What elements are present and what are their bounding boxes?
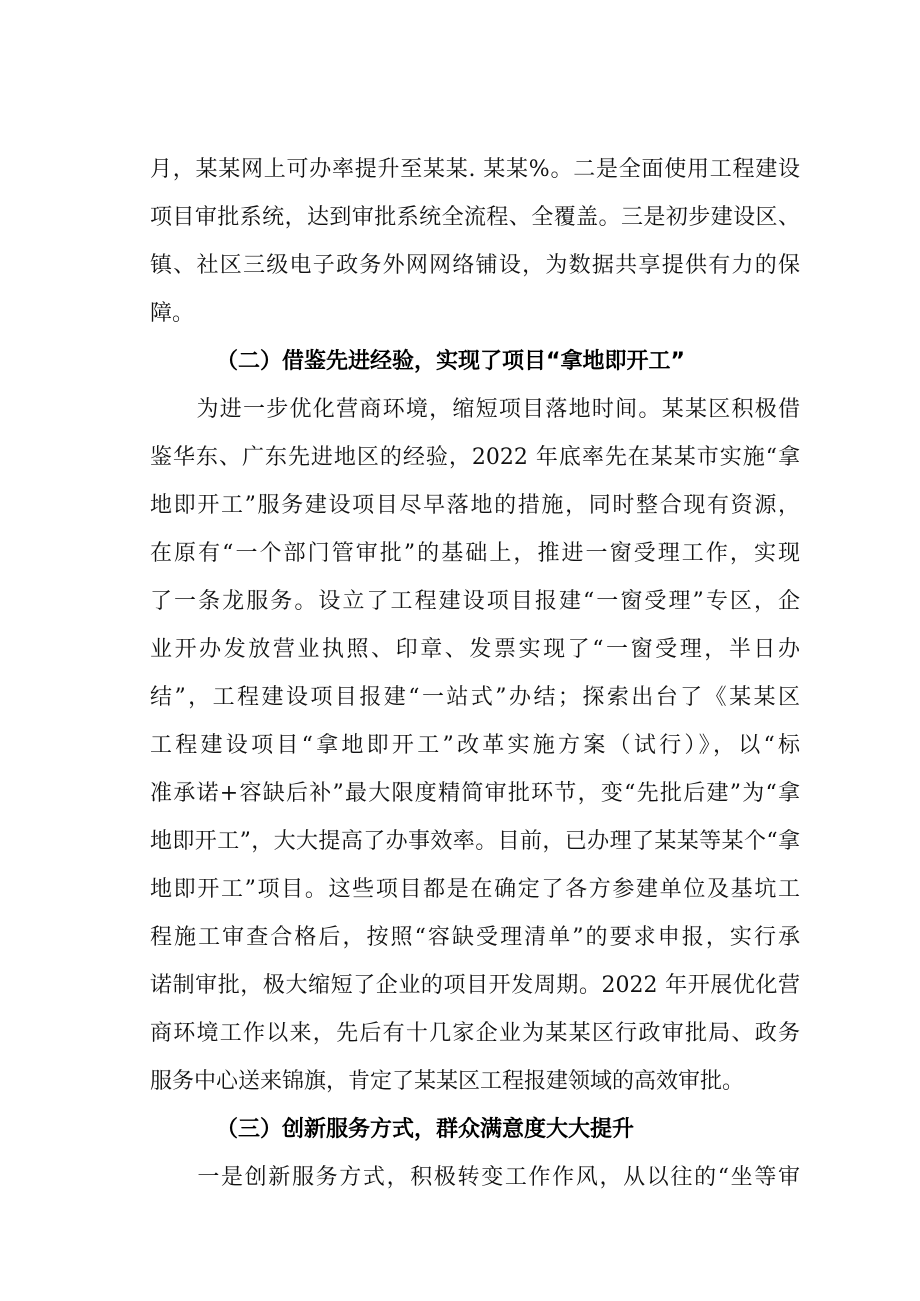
section-heading-3: （三）创新服务方式，群众满意度大大提升 xyxy=(216,1117,635,1142)
paragraph-line: 诺制审批，极大缩短了企业的项目开发周期。2022 年开展优化营 xyxy=(150,973,800,998)
paragraph-line: 鉴华东、广东先进地区的经验，2022 年底率先在某某市实施“拿 xyxy=(150,445,800,470)
paragraph-line: 障。 xyxy=(150,301,195,326)
paragraph-line: 地即开工”，大大提高了办事效率。目前，已办理了某某等某个“拿 xyxy=(150,829,800,854)
paragraph-line: 地即开工”项目。这些项目都是在确定了各方参建单位及基坑工 xyxy=(150,877,800,902)
paragraph-line: 一是创新服务方式，积极转变工作作风，从以往的“坐等审 xyxy=(150,1165,800,1190)
paragraph-line: 服务中心送来锦旗，肯定了某某区工程报建领域的高效审批。 xyxy=(150,1069,745,1094)
paragraph-line: 地即开工”服务建设项目尽早落地的措施，同时整合现有资源， xyxy=(150,493,800,518)
paragraph-line: 商环境工作以来，先后有十几家企业为某某区行政审批局、政务 xyxy=(150,1021,800,1046)
paragraph-3 xyxy=(150,1154,800,1202)
paragraph-1 xyxy=(150,146,800,338)
paragraph-line: 项目审批系统，达到审批系统全流程、全覆盖。三是初步建设区、 xyxy=(150,205,800,230)
paragraph-line: 了一条龙服务。设立了工程建设项目报建“一窗受理”专区，企 xyxy=(150,589,800,614)
paragraph-line: 准承诺+容缺后补”最大限度精简审批环节，变“先批后建”为“拿 xyxy=(150,781,800,806)
paragraph-line: 为进一步优化营商环境，缩短项目落地时间。某某区积极借 xyxy=(150,397,800,422)
paragraph-line: 程施工审查合格后，按照“容缺受理清单”的要求申报，实行承 xyxy=(150,925,800,950)
paragraph-line: 镇、社区三级电子政务外网网络铺设，为数据共享提供有力的保 xyxy=(150,253,800,278)
paragraph-line: 业开办发放营业执照、印章、发票实现了“一窗受理，半日办 xyxy=(150,637,800,662)
paragraph-line: 月，某某网上可办率提升至某某. 某某%。二是全面使用工程建设 xyxy=(150,157,800,182)
section-heading-2: （二）借鉴先进经验，实现了项目“拿地即开工” xyxy=(216,349,685,374)
paragraph-line: 在原有“一个部门管审批”的基础上，推进一窗受理工作，实现 xyxy=(150,541,800,566)
paragraph-line: 结”，工程建设项目报建“一站式”办结；探索出台了《某某区 xyxy=(150,685,800,710)
paragraph-line: 工程建设项目“拿地即开工”改革实施方案（试行）》，以“标 xyxy=(150,733,800,758)
paragraph-2 xyxy=(150,386,800,1106)
